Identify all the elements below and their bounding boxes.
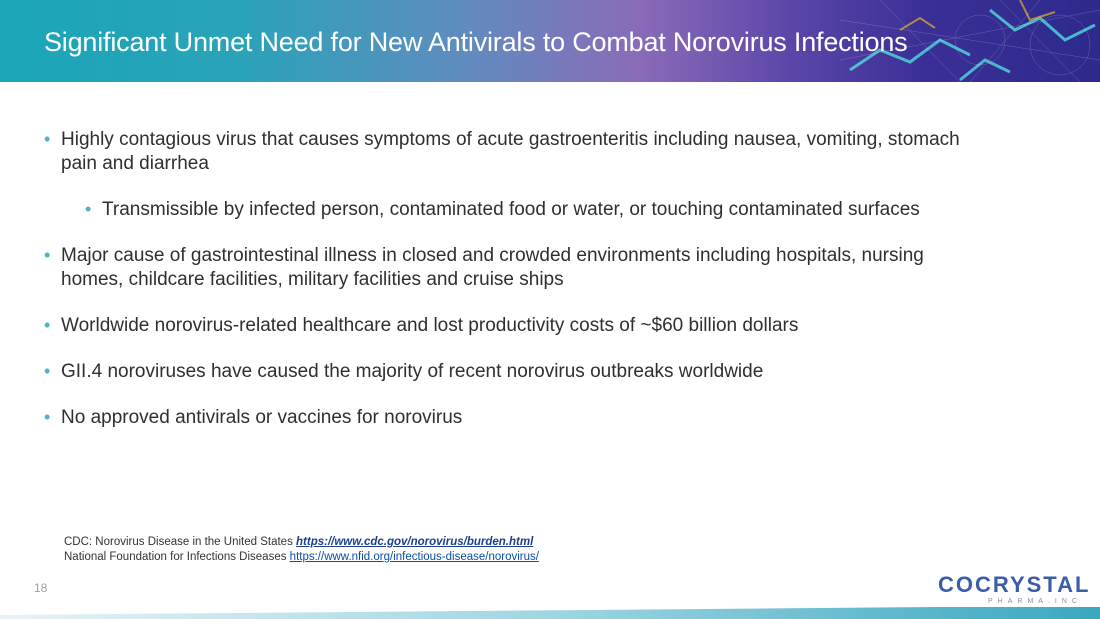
list-item [44, 244, 984, 292]
list-item-text: Transmissible by infected person, contaminated food or water, or touching contaminated surfaces [102, 199, 920, 220]
company-logo [938, 572, 1091, 608]
bullet-dot-icon: • [85, 199, 92, 219]
bullet-dot-icon: • [44, 245, 51, 265]
bullet-dot-icon: • [44, 407, 51, 427]
reference-label: National Foundation for Infections Diseases [64, 551, 287, 563]
list-item [44, 128, 984, 176]
bullet-list [44, 128, 984, 452]
page-number: 18 [34, 581, 48, 595]
list-item-text: Highly contagious virus that causes symptoms of acute gastroenteritis including nausea, vomiting, stomach pain and diarrhea [61, 129, 960, 174]
title-banner [0, 0, 1100, 82]
logo-subtext: PHARMA.INC [988, 598, 1082, 605]
list-item-text: No approved antivirals or vaccines for norovirus [61, 407, 463, 428]
reference-line [64, 535, 539, 550]
bullet-dot-icon: • [44, 361, 51, 381]
footer-gradient-bar [0, 605, 1100, 619]
logo-wordmark: COCRYSTAL [938, 572, 1091, 597]
list-item-text: GII.4 noroviruses have caused the majority of recent norovirus outbreaks worldwide [61, 361, 764, 382]
list-item [44, 314, 984, 338]
page-title: Significant Unmet Need for New Antivirals to Combat Norovirus Infections [44, 27, 908, 57]
list-item-text: Major cause of gastrointestinal illness in closed and crowded environments including hospitals, nursing homes, childcare facilities, military facilities and cruise ships [61, 245, 924, 290]
reference-link[interactable]: https://www.nfid.org/infectious-disease/norovirus/ [289, 551, 539, 563]
list-item [44, 198, 984, 222]
reference-line [64, 550, 539, 565]
reference-link[interactable]: https://www.cdc.gov/norovirus/burden.html [296, 536, 534, 548]
bullet-dot-icon: • [44, 315, 51, 335]
list-item [44, 360, 984, 384]
bullet-dot-icon: • [44, 129, 51, 149]
references [64, 535, 539, 565]
reference-label: CDC: Norovirus Disease in the United States [64, 536, 293, 548]
list-item-text: Worldwide norovirus-related healthcare and lost productivity costs of ~$60 billion dollars [61, 315, 799, 336]
list-item [44, 406, 984, 430]
